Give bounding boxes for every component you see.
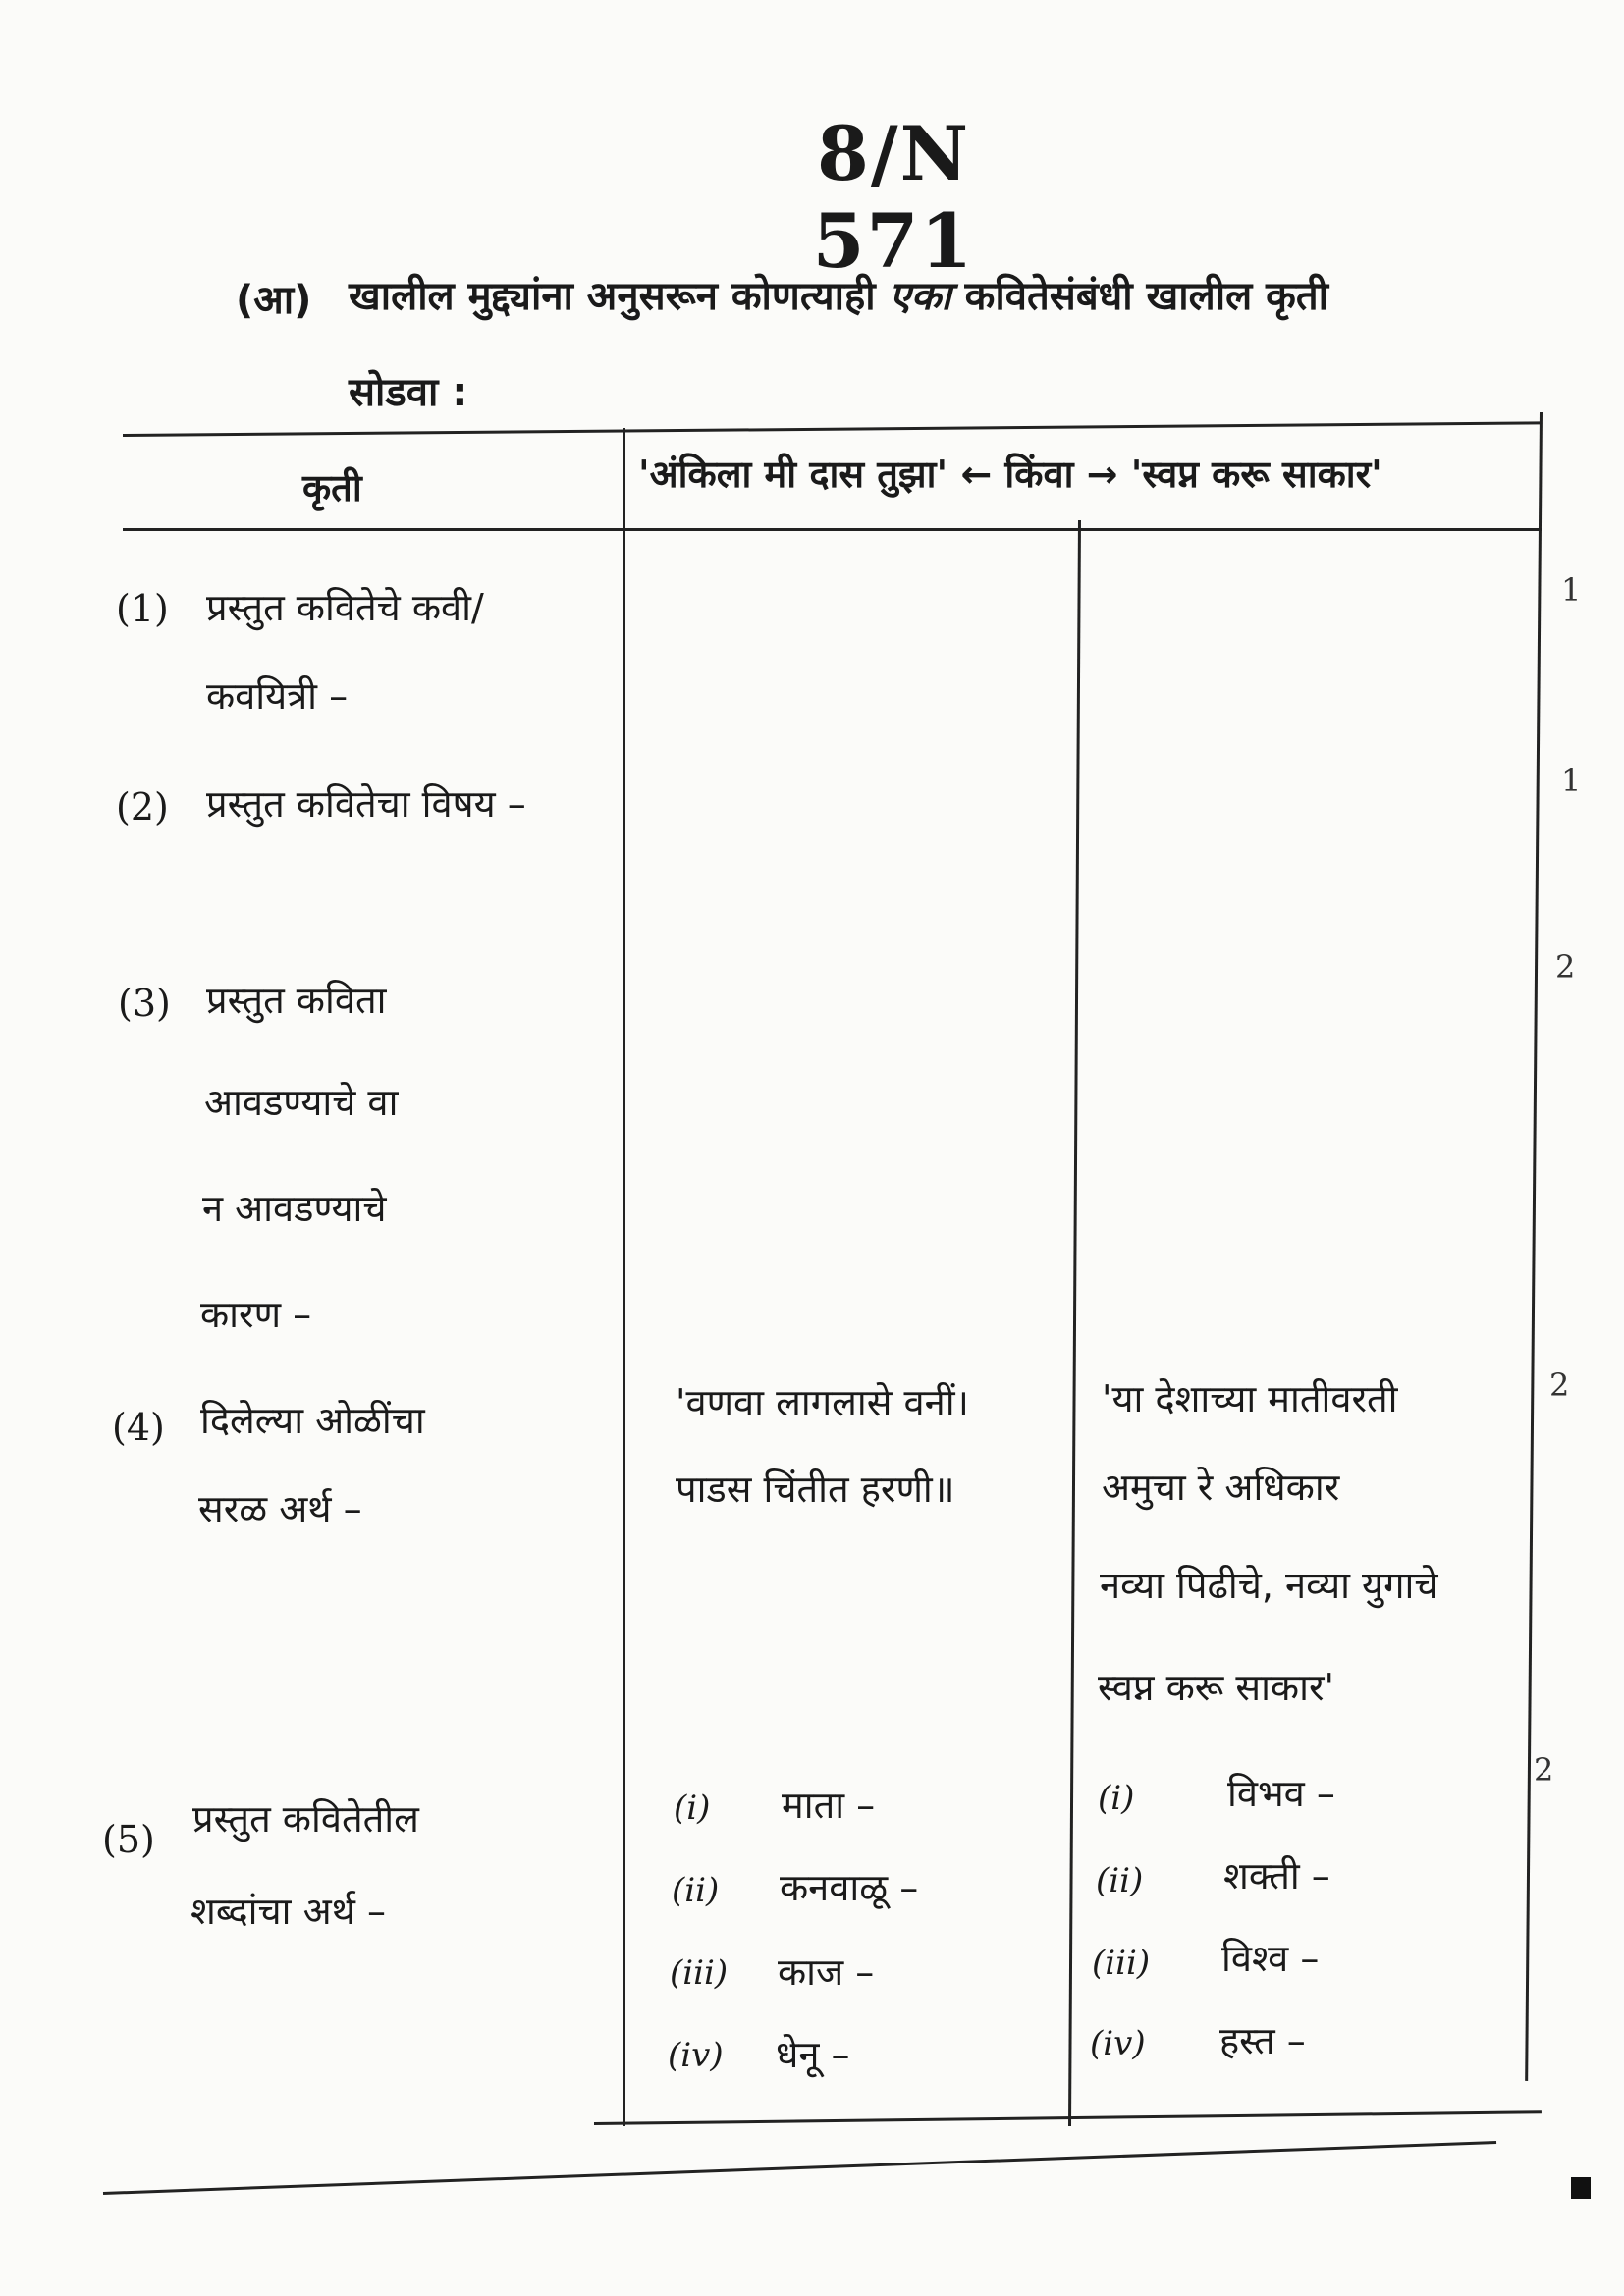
marks: 1: [1561, 571, 1582, 609]
word-index: (i): [674, 1789, 711, 1828]
row-label: प्रस्तुत कवितेतील: [192, 1797, 419, 1841]
word-item: विश्व –: [1221, 1937, 1320, 1980]
header-kruti: कृती: [302, 466, 362, 509]
row-label: दिलेल्या ओळींचा: [200, 1399, 425, 1442]
row-number: (5): [102, 1818, 155, 1861]
paper-code: 8/N 571: [812, 110, 975, 285]
table-header-divider: [123, 528, 1542, 531]
poem-right-line: स्वप्न करू साकार': [1098, 1666, 1334, 1709]
row-label: कवयित्री –: [206, 674, 349, 718]
row-label: न आवडण्याचे: [202, 1187, 387, 1230]
table-col-divider-2: [1068, 520, 1081, 2126]
word-index: (iv): [1090, 2024, 1146, 2063]
word-item: विभव –: [1227, 1772, 1335, 1815]
row-number: (2): [116, 785, 169, 828]
poem-right-line: नव्या पिढीचे, नव्या युगाचे: [1100, 1564, 1438, 1607]
word-item: शक्ती –: [1223, 1854, 1330, 1897]
poem-left-line: पाडस चिंतीत हरणी॥: [676, 1468, 955, 1511]
row-label: सरळ अर्थ –: [198, 1487, 362, 1530]
marks: 1: [1561, 762, 1582, 799]
row-label: प्रस्तुत कवितेचा विषय –: [206, 782, 526, 826]
word-item: हस्त –: [1219, 2019, 1306, 2062]
marks: 2: [1555, 948, 1576, 986]
word-item: काज –: [778, 1950, 875, 1994]
word-index: (ii): [1096, 1861, 1144, 1900]
word-item: धेनू –: [776, 2033, 850, 2076]
row-label: आवडण्याचे वा: [204, 1081, 399, 1124]
question-label: (आ): [236, 278, 312, 323]
word-index: (i): [1098, 1779, 1135, 1818]
table-col-divider-1: [623, 428, 625, 2126]
corner-marker: [1571, 2177, 1591, 2199]
word-index: (iv): [668, 2036, 724, 2075]
page-bottom-rule: [103, 2141, 1496, 2195]
header-poems: 'अंकिला मी दास तुझा' ← किंवा → 'स्वप्न करू साकार': [638, 453, 1382, 496]
question-text: [349, 267, 1576, 321]
word-index: (ii): [672, 1871, 720, 1910]
table-top-border: [123, 421, 1542, 437]
word-item: कनवाळू –: [780, 1866, 919, 1909]
row-number: (1): [116, 587, 169, 630]
poem-right-line: 'या देशाच्या मातीवरती: [1102, 1377, 1398, 1420]
word-index: (iii): [1092, 1944, 1151, 1983]
row-label: कारण –: [200, 1293, 312, 1336]
question-text-part1: खालील मुद्द्यांना अनुसरून कोणत्याही: [349, 274, 876, 319]
poem-right-line: अमुचा रे अधिकार: [1102, 1466, 1340, 1509]
marks: 2: [1534, 1751, 1554, 1789]
question-text-part2: कवितेसंबंधी खालील कृती: [964, 274, 1329, 319]
poem-left-line: 'वणवा लागलासे वनीं।: [676, 1381, 969, 1424]
table-right-border: [1525, 412, 1543, 2081]
word-index: (iii): [670, 1953, 729, 1993]
question-text-line2: सोडवा :: [349, 370, 468, 415]
word-item: माता –: [782, 1784, 876, 1827]
row-label: शब्दांचा अर्थ –: [190, 1890, 386, 1933]
question-text-emphasis: एका: [889, 274, 951, 319]
row-label: प्रस्तुत कविता: [206, 979, 387, 1022]
row-number: (4): [112, 1406, 165, 1449]
row-label: प्रस्तुत कवितेचे कवी/: [206, 586, 484, 629]
marks: 2: [1549, 1366, 1570, 1404]
row-number: (3): [118, 982, 171, 1025]
